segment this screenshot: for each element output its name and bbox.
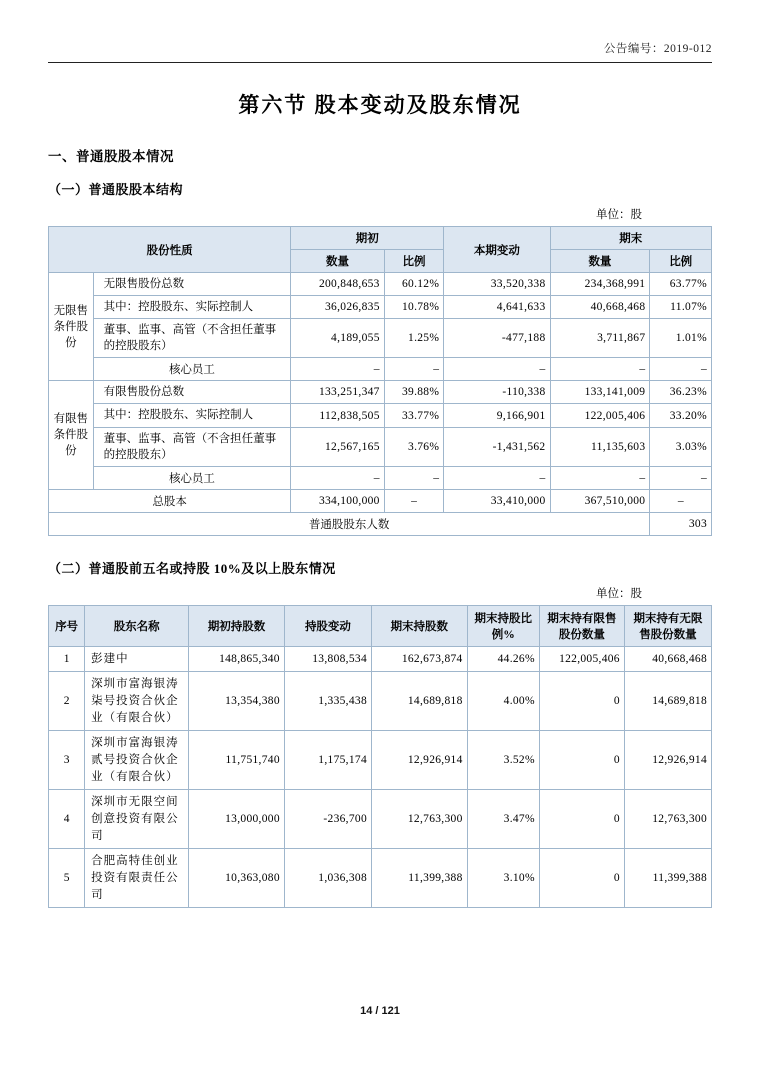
table-row <box>49 466 712 489</box>
section-heading-1: 一、普通股股本情况 <box>48 149 174 164</box>
row-label: 其中：控股股东、实际控制人 <box>93 404 291 427</box>
table-row <box>49 790 712 849</box>
cell-index: 2 <box>49 672 85 731</box>
cell-begin-ratio: 60.12% <box>384 273 444 296</box>
cell-end-shares: 162,673,874 <box>372 646 468 672</box>
total-change: 33,410,000 <box>444 489 550 512</box>
cell-index: 4 <box>49 790 85 849</box>
cell-end-ratio: – <box>650 466 712 489</box>
cell-end-qty: 40,668,468 <box>550 296 650 319</box>
cell-end-restricted: 122,005,406 <box>539 646 624 672</box>
table-row <box>49 404 712 427</box>
table-header-row <box>49 605 712 646</box>
total-begin-ratio: – <box>384 489 444 512</box>
cell-end-qty: 234,368,991 <box>550 273 650 296</box>
cell-end-shares: 11,399,388 <box>372 849 468 908</box>
cell-share-change: 1,036,308 <box>284 849 371 908</box>
cell-end-shares: 14,689,818 <box>372 672 468 731</box>
col-nature: 股份性质 <box>49 227 291 273</box>
cell-begin-shares: 10,363,080 <box>189 849 285 908</box>
table-row <box>49 646 712 672</box>
cell-begin-ratio: 33.77% <box>384 404 444 427</box>
cell-end-unrestricted: 40,668,468 <box>624 646 711 672</box>
cell-begin-shares: 13,000,000 <box>189 790 285 849</box>
cell-change: -1,431,562 <box>444 427 550 466</box>
cell-change: 9,166,901 <box>444 404 550 427</box>
holders-label: 普通股股东人数 <box>49 512 650 535</box>
total-end-qty: 367,510,000 <box>550 489 650 512</box>
cell-begin-ratio: 10.78% <box>384 296 444 319</box>
cell-end-ratio: 3.47% <box>467 790 539 849</box>
cell-begin-qty: 200,848,653 <box>291 273 385 296</box>
cell-change: – <box>444 466 550 489</box>
cell-end-qty: 3,711,867 <box>550 319 650 358</box>
group-label-restricted: 有限售条件股份 <box>49 381 94 489</box>
cell-holder-name: 深圳市富海银涛贰号投资合伙企业（有限合伙） <box>85 731 189 790</box>
cell-end-unrestricted: 11,399,388 <box>624 849 711 908</box>
cell-end-restricted: 0 <box>539 790 624 849</box>
cell-end-ratio: 3.03% <box>650 427 712 466</box>
col-end-ratio: 比例 <box>650 250 712 273</box>
cell-share-change: 13,808,534 <box>284 646 371 672</box>
cell-index: 5 <box>49 849 85 908</box>
col-end-restricted: 期末持有限售股份数量 <box>539 605 624 646</box>
header-divider <box>48 62 712 63</box>
cell-begin-qty: 133,251,347 <box>291 381 385 404</box>
cell-end-ratio: 3.10% <box>467 849 539 908</box>
col-begin: 期初 <box>291 227 444 250</box>
cell-index: 1 <box>49 646 85 672</box>
cell-end-restricted: 0 <box>539 731 624 790</box>
cell-end-restricted: 0 <box>539 672 624 731</box>
table-row <box>49 672 712 731</box>
cell-begin-ratio: – <box>384 466 444 489</box>
cell-begin-ratio: 1.25% <box>384 319 444 358</box>
col-begin-ratio: 比例 <box>384 250 444 273</box>
table-header-row-1 <box>49 227 712 250</box>
group-label-unrestricted: 无限售条件股份 <box>49 273 94 381</box>
cell-share-change: 1,175,174 <box>284 731 371 790</box>
cell-begin-shares: 13,354,380 <box>189 672 285 731</box>
cell-begin-qty: 12,567,165 <box>291 427 385 466</box>
row-label: 核心员工 <box>93 358 291 381</box>
cell-end-qty: 122,005,406 <box>550 404 650 427</box>
cell-end-shares: 12,926,914 <box>372 731 468 790</box>
page-number: 14 / 121 <box>360 1005 400 1017</box>
cell-share-change: 1,335,438 <box>284 672 371 731</box>
cell-end-restricted: 0 <box>539 849 624 908</box>
holders-value: 303 <box>650 512 712 535</box>
cell-index: 3 <box>49 731 85 790</box>
col-end-shares: 期末持股数 <box>372 605 468 646</box>
row-label: 有限售股份总数 <box>93 381 291 404</box>
announcement-code: 公告编号：2019-012 <box>603 43 712 55</box>
cell-end-ratio: 36.23% <box>650 381 712 404</box>
table-row <box>49 319 712 358</box>
unit-label-top-holders: 单位：股 <box>596 587 642 600</box>
cell-end-shares: 12,763,300 <box>372 790 468 849</box>
cell-end-ratio: 1.01% <box>650 319 712 358</box>
cell-change: – <box>444 358 550 381</box>
row-label: 董事、监事、高管（不含担任董事的控股股东） <box>93 427 291 466</box>
cell-begin-shares: 148,865,340 <box>189 646 285 672</box>
cell-begin-qty: 4,189,055 <box>291 319 385 358</box>
cell-change: 4,641,633 <box>444 296 550 319</box>
cell-change: -477,188 <box>444 319 550 358</box>
table-row-holders <box>49 512 712 535</box>
cell-end-ratio: 44.26% <box>467 646 539 672</box>
cell-end-ratio: – <box>650 358 712 381</box>
cell-begin-ratio: 3.76% <box>384 427 444 466</box>
total-begin-qty: 334,100,000 <box>291 489 385 512</box>
cell-end-unrestricted: 12,763,300 <box>624 790 711 849</box>
top-holders-table-block <box>48 605 712 909</box>
cell-begin-qty: 112,838,505 <box>291 404 385 427</box>
row-label: 无限售股份总数 <box>93 273 291 296</box>
total-label: 总股本 <box>49 489 291 512</box>
capital-structure-table <box>48 226 712 536</box>
col-end-ratio: 期末持股比例% <box>467 605 539 646</box>
subsection-heading-2: （二）普通股前五名或持股 10%及以上股东情况 <box>48 560 336 576</box>
row-label: 其中：控股股东、实际控制人 <box>93 296 291 319</box>
cell-holder-name: 深圳市无限空间创意投资有限公司 <box>85 790 189 849</box>
table-row <box>49 427 712 466</box>
cell-end-unrestricted: 14,689,818 <box>624 672 711 731</box>
col-index: 序号 <box>49 605 85 646</box>
cell-end-ratio: 4.00% <box>467 672 539 731</box>
col-share-change: 持股变动 <box>284 605 371 646</box>
table-row <box>49 731 712 790</box>
cell-end-qty: 11,135,603 <box>550 427 650 466</box>
cell-end-qty: – <box>550 358 650 381</box>
page-title: 第六节 股本变动及股东情况 <box>238 93 522 117</box>
cell-begin-qty: – <box>291 358 385 381</box>
table-row <box>49 358 712 381</box>
top-holders-table <box>48 605 712 909</box>
col-begin-qty: 数量 <box>291 250 385 273</box>
col-begin-shares: 期初持股数 <box>189 605 285 646</box>
cell-end-unrestricted: 12,926,914 <box>624 731 711 790</box>
cell-end-ratio: 3.52% <box>467 731 539 790</box>
cell-begin-qty: – <box>291 466 385 489</box>
table-row <box>49 381 712 404</box>
unit-label-capital-structure: 单位：股 <box>596 209 642 221</box>
cell-begin-ratio: 39.88% <box>384 381 444 404</box>
subsection-heading-1: （一）普通股股本结构 <box>48 182 184 197</box>
col-holder-name: 股东名称 <box>85 605 189 646</box>
cell-holder-name: 深圳市富海银涛柒号投资合伙企业（有限合伙） <box>85 672 189 731</box>
cell-end-qty: 133,141,009 <box>550 381 650 404</box>
total-end-ratio: – <box>650 489 712 512</box>
table-row-total <box>49 489 712 512</box>
cell-begin-ratio: – <box>384 358 444 381</box>
cell-change: -110,338 <box>444 381 550 404</box>
col-end-unrestricted: 期末持有无限售股份数量 <box>624 605 711 646</box>
table-row <box>49 849 712 908</box>
cell-holder-name: 彭建中 <box>85 646 189 672</box>
col-end: 期末 <box>550 227 712 250</box>
cell-share-change: -236,700 <box>284 790 371 849</box>
cell-begin-qty: 36,026,835 <box>291 296 385 319</box>
row-label: 董事、监事、高管（不含担任董事的控股股东） <box>93 319 291 358</box>
capital-structure-table-block <box>48 226 712 536</box>
table-row <box>49 273 712 296</box>
cell-end-ratio: 63.77% <box>650 273 712 296</box>
cell-change: 33,520,338 <box>444 273 550 296</box>
cell-end-qty: – <box>550 466 650 489</box>
cell-begin-shares: 11,751,740 <box>189 731 285 790</box>
col-end-qty: 数量 <box>550 250 650 273</box>
cell-end-ratio: 33.20% <box>650 404 712 427</box>
cell-holder-name: 合肥高特佳创业投资有限责任公司 <box>85 849 189 908</box>
table-row <box>49 296 712 319</box>
col-change: 本期变动 <box>444 227 550 273</box>
row-label: 核心员工 <box>93 466 291 489</box>
cell-end-ratio: 11.07% <box>650 296 712 319</box>
